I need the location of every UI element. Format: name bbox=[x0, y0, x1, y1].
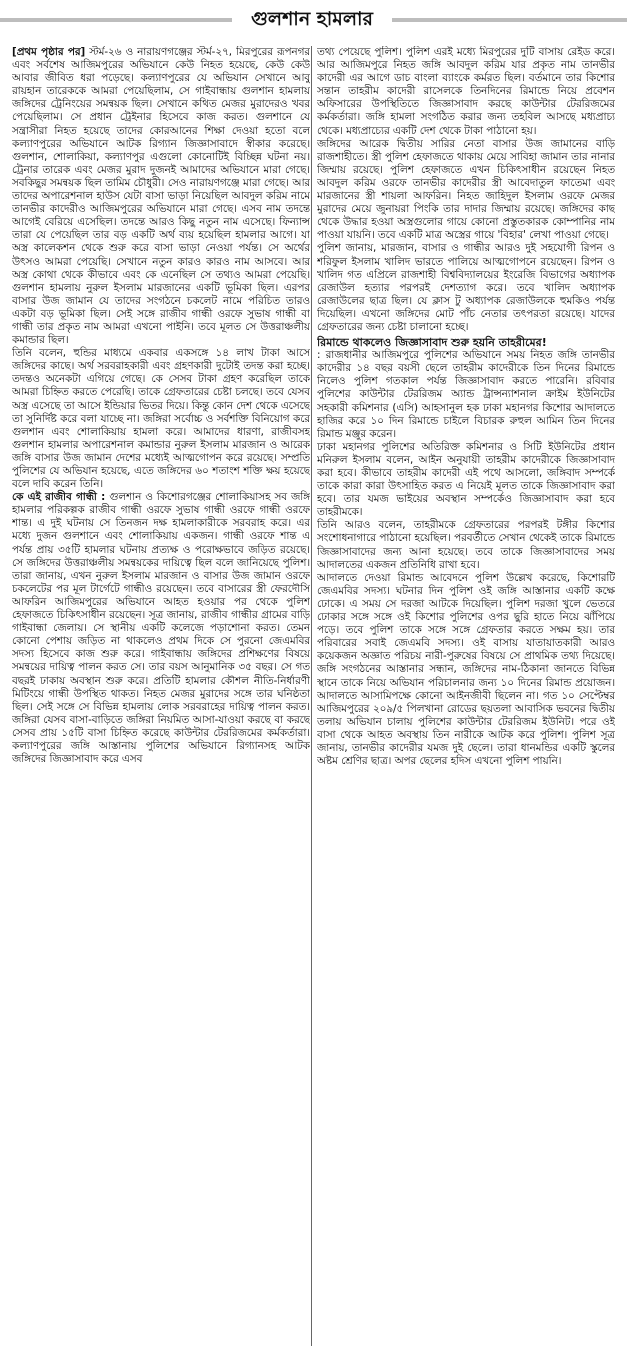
paragraph: : রাজধানীর আজিমপুরে পুলিশের অভিযানে সময় নিহত জঙ্গি তানভীর কাদেরীর ১৪ বছর বয়সী ছেলে তাহরীম কাদেরীকে তিন দিনের রিমান্ডে নিলেও পুলিশ গতকাল পর্যন্ত জিজ্ঞাসাবাদ করতে পারেনি। রবিবার পুলিশের কাউন্টার টেররিজম অ্যান্ড ট্রান্সন্যাশনাল ক্রাইম ইউনিটের সহকারী কমিশনার (এসি) আহসানুল হক ঢাকা মহানগর কিশোর আদালতে হাজির করে ১০ দিন রিমান্ডে চাইলে বিচারক রুহুল আমিন তিন দিনের রিমান্ড মঞ্জুর করেন। bbox=[317, 349, 615, 440]
paragraph: তিনি আরও বলেন, তাহরীমকে গ্রেফতারের পরপরই টঙ্গীর কিশোর সংশোধনাগারে পাঠানো হয়েছিল। পরবর্তীতে সেখান থেকেই তাকে রিমান্ডে জিজ্ঞাসাবাদের জন্য আনা হয়েছে। তবে তাকে জিজ্ঞাসাবাদের সময় আদালতের একজন প্রতিনিধি রাখা হবে। bbox=[317, 519, 615, 571]
paragraph: পুলিশ জানায়, মারজান, বাসার ও গান্ধীর আরও দুই সহযোগী রিপন ও শরিফুল ইসলাম খালিদ ভারতে পালিয়ে আত্মগোপনে রয়েছেন। রিপন ও খালিদ গত এপ্রিলে রাজশাহী বিশ্ববিদ্যালয়ের ইংরেজি বিভাগের অধ্যাপক রেজাউল হত্যার পরপরই দেশত্যাগ করে। তবে খালিদ অধ্যাপক রেজাউলের ছাত্র ছিল। যে ক্লাস টু অধ্যাপক রেজাউলকে হুমকিও পর্যন্ত দিয়েছিল। এখনো জঙ্গিদের মোট পাঁচ নেতার তৎপরতা রয়েছে। যাদের গ্রেফতারের জন্য চেষ্টা চালানো হচ্ছে। bbox=[317, 242, 615, 333]
paragraph: তথ্য পেয়েছে পুলিশ। পুলিশ এরই মধ্যে মিরপুরের দুটি বাসায় রেইড করে। আর আজিমপুরে নিহত জঙ্গি আবদুল করিম যার প্রকৃত নাম তানভীর কাদেরী এর আগে ডাচ বাংলা ব্যাংকে কর্মরত ছিল। বর্তমানে তার কিশোর সন্তান তাহরীম কাদেরী রাসেলকে তিনদিনের রিমান্ডে নিয়ে প্রবেশন অফিসারের উপস্থিতিতে জিজ্ঞাসাবাদ করছে কাউন্টার টেররিজমের কর্মকর্তারা। জঙ্গি হামলা সংগঠিত করার জন্য তহবিল আসছে মধ্যপ্রাচ্য থেকে। মধ্যপ্রাচ্যের একটি দেশ থেকে টাকা পাঠানো হয়। bbox=[317, 46, 615, 137]
header-rule-left bbox=[0, 18, 232, 22]
paragraph-text: স্টর্ম-২৬ ও নারায়ণগঞ্জের স্টর্ম-২৭, মিরপুরের রূপনগর এবং সর্বশেষ আজিমপুরের অভিযানে কেউ নিহত হয়েছে, কেউ কেউ আবার জীবিত ধরা পড়েছে। কল্যাণপুরের যে অভিযান সেখানে আবু রায়হান তারেককে আমরা পেয়েছিলাম, সে গাইবান্ধায় গুলশান হামলায় জঙ্গিদের ট্রেনিংয়ের সমন্বয়ক ছিল। সেখানে কথিত মেজর মুরাদেরও খবর পেয়েছিলাম। সে প্রধান ট্রেইনার হিসেবে কাজ করত। গুলশানে যে সন্ত্রাসীরা নিহত হয়েছে তাদের কোরআনের শিক্ষা দেওয়া হতো বলে কল্যাণপুরের অভিযানে আটক রিগ্যান জিজ্ঞাসাবাদে স্বীকার করেছে। গুলশান, শোলাকিয়া, কল্যাণপুর এগুলো কোনোটিই বিচ্ছিন্ন ঘটনা নয়। ট্রেনার তারেক এবং মেজর মুরাদ দুজনই আমাদের অভিযানে মারা গেছে। সবকিছুর সমন্বয়ক ছিল তামিম চৌধুরী। সেও নারায়ণগঞ্জে মারা গেছে। আর তাদের অপারেশনাল হাউস যেটা বাসা ভাড়া নিয়েছিল আবদুল করিম নামে তানভীর কাদেরীও আজিমপুরের অভিযানে মারা গেছে। এসব নাম তদন্তে আগেই বেরিয়ে এসেছিল। তদন্তে আরও কিছু নতুন নাম এসেছে। ফিন্যান্স তারা যে পেয়েছিল তার বড় একটি অর্থ ব্যয় হয়েছিল হামলার আগে। যা অস্ত্র কালেকশন থেকে শুরু করে বাসা ভাড়া নেওয়া পর্যন্ত। সে অর্থের উৎসও আমরা পেয়েছি। সেখানে নতুন কারও কারও নাম আসবে। আর অস্ত্র কোথা থেকে কীভাবে এবং কে এনেছিল সে তথ্যও আমরা পেয়েছি। গুলশান হামলায় নুরুল ইসলাম মারজানের একটি ভূমিকা ছিল। এরপর বাসার উজ জামান যে তাদের সংগঠনে চকলেট নামে পরিচিত তারও একটা বড় ভূমিকা ছিল। সেই সঙ্গে রাজীব গান্ধী ওরফে সুভাষ গান্ধী বা গান্ধী তার প্রকৃত নাম আমরা এখনো পাইনি। তবে মূলত সে উত্তরাঞ্চলীয় কমান্ডার ছিল। bbox=[12, 46, 310, 347]
subheading: কে এই রাজীব গান্ধী : bbox=[12, 491, 106, 504]
article-column-left bbox=[12, 46, 310, 1346]
continuation-marker: [প্রথম পৃষ্ঠার পর] bbox=[12, 46, 86, 58]
article-column-right bbox=[317, 46, 615, 1346]
section-title: গুলশান হামলার bbox=[251, 8, 373, 30]
section-heading: রিমান্ডে থাকলেও জিজ্ঞাসাবাদ শুরু হয়নি তাহরীমের! bbox=[317, 336, 547, 350]
section-header bbox=[0, 0, 627, 40]
paragraph-text: গুলশান ও কিশোরগঞ্জের শোলাকিয়াসহ সব জঙ্গি হামলার পরিকল্পক রাজীব গান্ধী ওরফে সুভাষ গান্ধী ওরফে গান্ধী ওরফে শান্ত। এ দুই ঘটনায় সে তিনজন দক্ষ হামলাকারীকে সরবরাহ করে। এর মধ্যে দুজন গুলশানে এবং শোলাকিয়ায় একজন। গান্ধী ওরফে শান্ত এ পর্যন্ত প্রায় ৩৫টি হামলার ঘটনায় প্রত্যক্ষ ও পরোক্ষভাবে জড়িত রয়েছে। সে জঙ্গিদের উত্তরাঞ্চলীয় সমন্বয়কের দায়িত্বে ছিল বলে জানিয়েছে পুলিশ। তারা জানায়, এখন নুরুল ইসলাম মারজান ও বাসার উজ জামান ওরফে চকলেটের পর মূল টার্গেটে গান্ধীও রয়েছেন। তবে বাসারের স্ত্রী ফেরদৌসি আফরিন আজিমপুরের অভিযানে আহত হওয়ার পর থেকে পুলিশ হেফাজতে চিকিৎসাধীন রয়েছেন। সূত্র জানায়, রাজীব গান্ধীর গ্রামের বাড়ি গাইবান্ধা জেলায়। সে স্থানীয় একটি কলেজে পড়াশোনা করত। তেমন কোনো পেশায় জড়িত না থাকলেও প্রথম দিকে সে পুরনো জেএমবির সদস্য হিসেবে কাজ শুরু করে। গাইবান্ধায় জঙ্গিদের প্রশিক্ষণের বিষয়ে সমন্বয়ের দায়িত্ব পালন করত সে। তার বয়স আনুমানিক ৩৫ বছর। সে গত বছরই ঢাকায় অবস্থান শুরু করে। প্রতিটি হামলার কৌশল নীতি-নির্ধারণী মিটিংয়ে গান্ধী উপস্থিত থাকত। নিহত মেজর মুরাদের সঙ্গে তার ঘনিষ্ঠতা ছিল। সেই সঙ্গে সে বিভিন্ন হামলায় লোক সরবরাহের দায়িত্ব পালন করত। জঙ্গিরা যেসব বাসা-বাড়িতে জঙ্গিরা নিয়মিত আসা-যাওয়া করছে বা করছে সেসব প্রায় ১৫টি বাসা চিহ্নিত করেছে কাউন্টার টেররিজমের কর্মকর্তারা। কল্যাণপুরের জঙ্গি আস্তানায় পুলিশের অভিযানে রিগ্যানসহ আটক জঙ্গিদের জিজ্ঞাসাবাদ করে এসব bbox=[12, 491, 310, 766]
column-divider bbox=[311, 46, 312, 1346]
paragraph: তিনি বলেন, হুন্ডির মাধ্যমে একবার একসঙ্গে ১৪ লাখ টাকা আসে জঙ্গিদের কাছে। অর্থ সরবরাহকারী এবং গ্রহণকারী দুটোই তদন্ত করা হচ্ছে। তদন্তও অনেকটা এগিয়ে গেছে। কে সেসব টাকা গ্রহণ করেছিল তাকে আমরা চিহ্নিত করতে পেরেছি। তাকে গ্রেফতারের চেষ্টা চলছে। তবে যেসব অস্ত্র এসেছে তা আসে ইন্ডিয়ার ভিতর দিয়ে। কিন্তু কোন দেশ থেকে এসেছে তা সুনির্দিষ্ট করে বলা যাচ্ছে না। জঙ্গিরা সর্বোচ্চ ও সর্বশক্তি বিনিয়োগ করে গুলশান এবং শোলাকিয়ায় হামলা করে। আমাদের ধারণা, রাজীবসহ গুলশান হামলার অপারেশনাল কমান্ডার নুরুল ইসলাম মারজান ও আরেক জঙ্গি বাসার উজ জামান দেশের মধ্যেই আত্মগোপন করে রয়েছে। সম্প্রতি পুলিশের যে অভিযান হয়েছে, এতে জঙ্গিদের ৬০ শতাংশ শক্তি ক্ষয় হয়েছে বলে দাবি করেন তিনি। bbox=[12, 347, 310, 491]
paragraph: জঙ্গিদের আরেক দ্বিতীয় সারির নেতা বাসার উজ জামানের বাড়ি রাজশাহীতে। স্ত্রী পুলিশ হেফাজতে থাকায় মেয়ে সাবিহা জামান তার নানার জিম্মায় রয়েছে। পুলিশ হেফাজতে এখন চিকিৎসাধীন রয়েছেন নিহত আবদুল করিম ওরফে তানভীর কাদেরীর স্ত্রী আবেদাতুল ফাতেমা এবং মারজানের স্ত্রী শায়লা আফরিন। নিহত জাহিদুল ইসলাম ওরফে মেজর মুরাদের মেয়ে জুনায়রা পিংকি তার দাদার জিম্মায় রয়েছে। জঙ্গিদের কাছ থেকে উদ্ধার হওয়া অস্ত্রগুলোর গায়ে কোনো প্রস্তুতকারক কোম্পানির নাম পাওয়া যায়নি। তবে একটি মাত্র অস্ত্রের গায়ে 'বিহার' লেখা পাওয়া গেছে। bbox=[317, 137, 615, 242]
paragraph bbox=[12, 46, 310, 347]
paragraph bbox=[12, 491, 310, 766]
paragraph: আদালতে দেওয়া রিমান্ড আবেদনে পুলিশ উল্লেখ করেছে, কিশোরটি জেএমবির সদস্য। ঘটনার দিন পুলিশ ওই জঙ্গি আস্তানার একটি কক্ষে ঢোকে। এ সময় সে দরজা আটকে দিয়েছিল। পুলিশ দরজা খুলে ভেতরে ঢোকার সঙ্গে সঙ্গে ওই কিশোর পুলিশের ওপর ছুরি হাতে নিয়ে ঝাঁপিয়ে পড়ে। তবে পুলিশ তাকে সঙ্গে সঙ্গে গ্রেফতার করতে সক্ষম হয়। তার পরিবারের সবাই জেএমবি সদস্য। ওই বাসায় যাতায়াতকারী আরও কয়েকজন অজ্ঞাত পরিচয় নারী-পুরুষের বিষয়ে সে প্রাথমিক তথ্য দিয়েছে। জঙ্গি সংগঠনের আস্তানার সন্ধান, জঙ্গিদের নাম-ঠিকানা জানতে বিভিন্ন স্থানে তাকে নিয়ে অভিযান পরিচালনার জন্য ১০ দিনের রিমান্ড প্রয়োজন। আদালতে আসামিপক্ষে কোনো আইনজীবী ছিলেন না। গত ১০ সেপ্টেম্বর আজিমপুরের ২০৯/৫ পিলখানা রোডের ছয়তলা আবাসিক ভবনের দ্বিতীয় তলায় অভিযান চালায় পুলিশের কাউন্টার টেররিজম ইউনিট। পরে ওই বাসা থেকে আহত অবস্থায় তিন নারীকে আটক করে পুলিশ। পুলিশ সূত্র জানায়, তানভীর কাদেরীর যমজ দুই ছেলে। তারা ধানমন্ডির একটি স্কুলের অষ্টম শ্রেণির ছাত্র। অপর ছেলের হদিস এখনো পুলিশ পায়নি। bbox=[317, 571, 615, 768]
header-rule-right bbox=[392, 18, 627, 22]
paragraph: ঢাকা মহানগর পুলিশের অতিরিক্ত কমিশনার ও সিটি ইউনিটের প্রধান মনিরুল ইসলাম বলেন, আইন অনুযায়ী তাহরীম কাদেরীকে জিজ্ঞাসাবাদ করা হবে। কীভাবে তাহরীম কাদেরী এই পথে আসলো, জঙ্গিবাদ সম্পর্কে তাকে কারা কারা উৎসাহিত করত এ নিয়েই মূলত তাকে জিজ্ঞাসাবাদ করা হবে। তার যমজ ভাইয়ের অবস্থান সম্পর্কেও জিজ্ঞাসাবাদ করা হবে তাহরীমকে। bbox=[317, 440, 615, 519]
